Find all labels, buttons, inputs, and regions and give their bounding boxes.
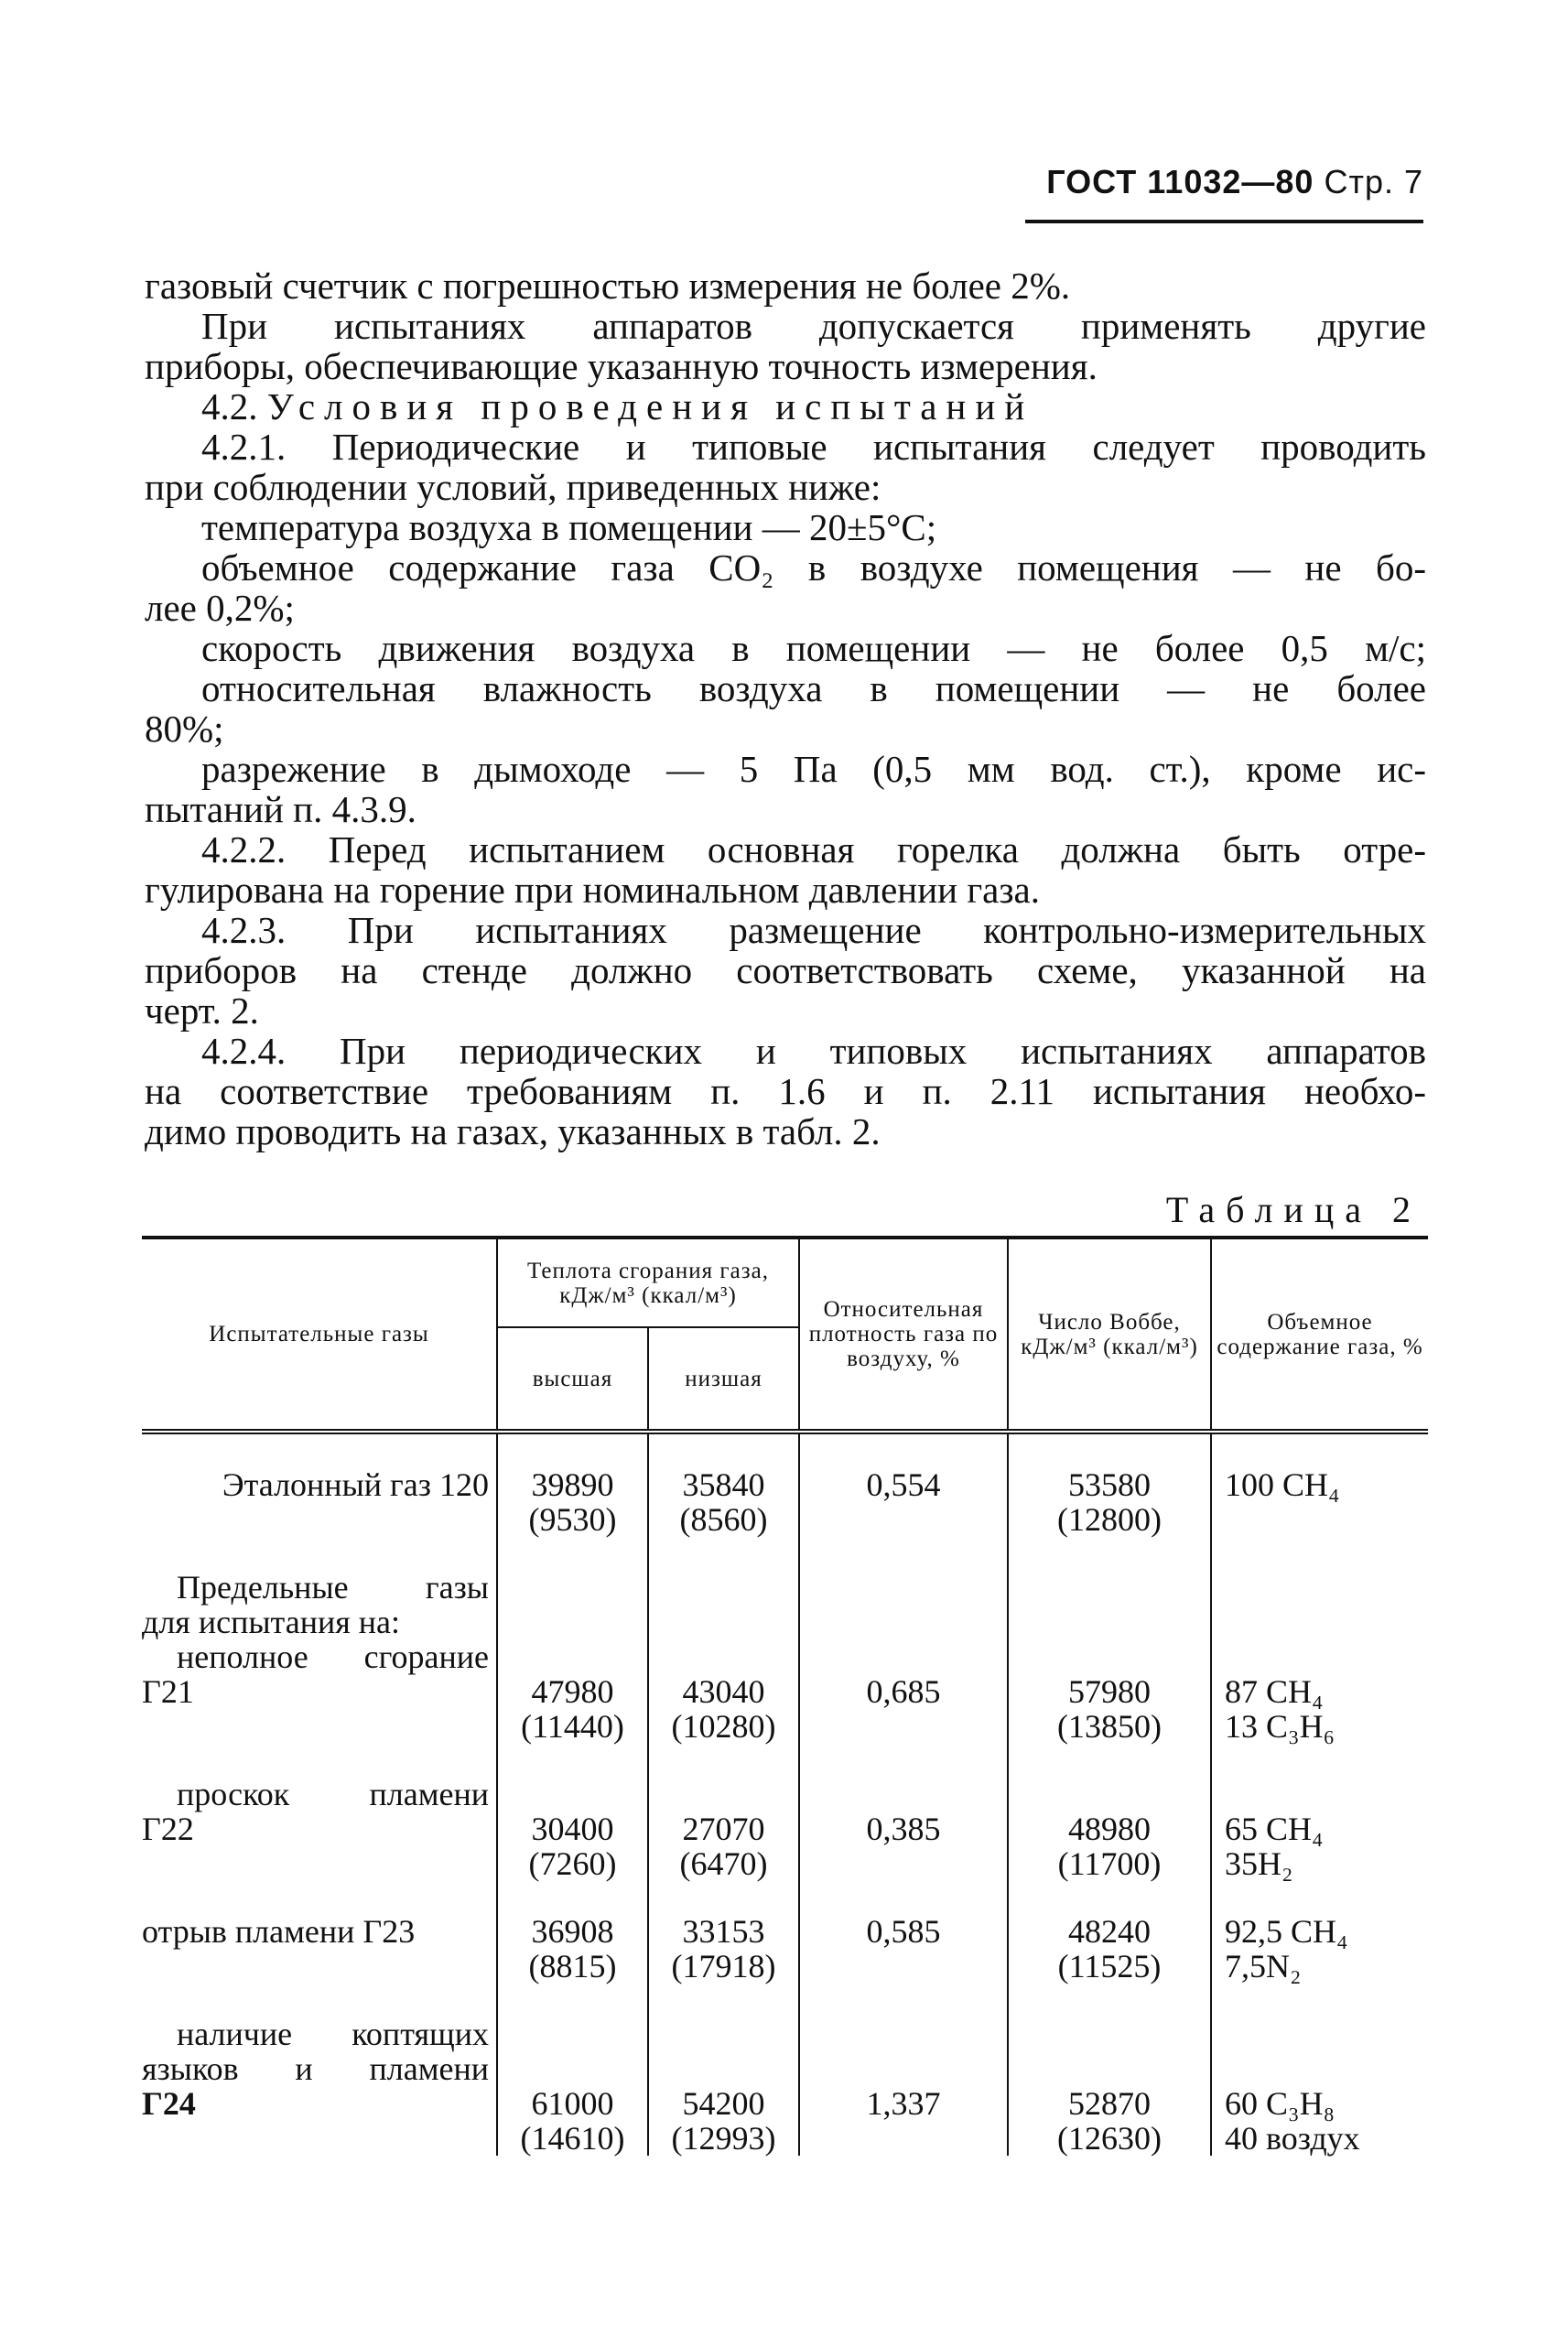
gas-code: Г22 bbox=[142, 1811, 194, 1847]
header-volume: Объемное содержание газа, % bbox=[1211, 1238, 1428, 1432]
paragraph: черт. 2. bbox=[145, 989, 259, 1032]
header-higher: высшая bbox=[497, 1327, 648, 1432]
header-lower: низшая bbox=[648, 1327, 799, 1432]
composition: 40 воздух bbox=[1225, 2120, 1360, 2157]
wobbe-kcal: (13850) bbox=[1057, 1708, 1162, 1745]
standard-number: ГОСТ 11032—80 bbox=[1046, 163, 1314, 200]
table-row bbox=[142, 1881, 1428, 1984]
higher-kj: 36908 bbox=[531, 1913, 614, 1950]
group-intro: Предельные газы bbox=[177, 1569, 489, 1606]
table-caption: Таблица 2 bbox=[1165, 1189, 1422, 1230]
header-gases: Испытательные газы bbox=[142, 1238, 497, 1432]
condition-item: 80%; bbox=[145, 708, 224, 750]
higher-kj: 39890 bbox=[531, 1466, 614, 1503]
paragraph: При испытаниях аппаратов допускается применять другие bbox=[201, 305, 1426, 347]
higher-kcal: (9530) bbox=[528, 1501, 617, 1538]
wobbe-kj: 57980 bbox=[1068, 1673, 1151, 1710]
composition: 92,5 СН₄ bbox=[1225, 1913, 1348, 1950]
higher-kcal: (8815) bbox=[528, 1948, 617, 1984]
paragraph: гулирована на горение при номинальном давлении газа. bbox=[145, 869, 1040, 911]
wobbe-kj: 48240 bbox=[1068, 1913, 1151, 1950]
condition-item: температура воздуха в помещении — 20±5°С; bbox=[201, 506, 937, 548]
lower-kcal: (12993) bbox=[671, 2120, 776, 2157]
condition-item: лее 0,2%; bbox=[145, 587, 295, 629]
header-wobbe: Число Воббе, кДж/м³ (ккал/м³) bbox=[1008, 1238, 1211, 1432]
higher-kcal: (11440) bbox=[521, 1708, 624, 1745]
gas-name: Эталонный газ 120 bbox=[222, 1466, 489, 1503]
wobbe-kcal: (12630) bbox=[1057, 2120, 1162, 2157]
page-header bbox=[1046, 163, 1423, 201]
gas-code: Г21 bbox=[142, 1673, 194, 1710]
wobbe-kcal: (11525) bbox=[1057, 1948, 1162, 1984]
density-value: 0,385 bbox=[799, 1744, 1008, 1881]
higher-kj: 61000 bbox=[531, 2085, 614, 2122]
lower-kj: 33153 bbox=[682, 1913, 765, 1950]
composition: 60 С₃Н₈ bbox=[1225, 2085, 1336, 2122]
gas-table bbox=[142, 1236, 1428, 2156]
density-value: 0,685 bbox=[799, 1639, 1008, 1744]
lower-kcal: (6470) bbox=[679, 1845, 768, 1882]
lower-kj: 27070 bbox=[682, 1811, 765, 1847]
document-body bbox=[145, 265, 1426, 1152]
lower-kcal: (8560) bbox=[679, 1501, 768, 1538]
table-row bbox=[142, 1537, 1428, 1639]
paragraph: 4.2.2. Перед испытанием основная горелка должна быть отре- bbox=[201, 828, 1426, 871]
group-intro: для испытания на: bbox=[142, 1604, 401, 1640]
paragraph: 4.2.4. При периодических и типовых испытаниях аппаратов bbox=[201, 1030, 1426, 1072]
condition-item: разрежение в дымоходе — 5 Па (0,5 мм вод. ст.), кроме ис- bbox=[201, 748, 1426, 790]
lower-kj: 54200 bbox=[682, 2085, 765, 2122]
header-rule bbox=[1025, 220, 1423, 223]
lower-kj: 43040 bbox=[682, 1673, 765, 1710]
wobbe-kj: 53580 bbox=[1068, 1466, 1151, 1503]
composition: 65 СН₄ bbox=[1225, 1811, 1324, 1847]
wobbe-kcal: (11700) bbox=[1057, 1845, 1162, 1882]
section-title: Условия проведения испытаний bbox=[266, 385, 1034, 427]
wobbe-kj: 48980 bbox=[1068, 1811, 1151, 1847]
condition-item: скорость движения воздуха в помещении — не более 0,5 м/с; bbox=[201, 627, 1426, 669]
paragraph: приборов на стенде должно соответствовать схеме, указанной на bbox=[145, 949, 1426, 991]
composition: 87 СН₄ bbox=[1225, 1673, 1324, 1710]
paragraph: 4.2.1. Периодические и типовые испытания следует проводить bbox=[201, 426, 1426, 468]
condition-item: относительная влажность воздуха в помещении — не более bbox=[201, 667, 1426, 709]
gas-code: Г24 bbox=[142, 2085, 196, 2122]
gas-name: наличие коптящих bbox=[177, 2016, 489, 2052]
section-number: 4.2. bbox=[201, 385, 258, 427]
wobbe-kj: 52870 bbox=[1068, 2085, 1151, 2122]
composition: 100 СН₄ bbox=[1225, 1466, 1340, 1503]
composition: 7,5N₂ bbox=[1225, 1948, 1302, 1984]
section-heading bbox=[145, 386, 1426, 427]
density-value: 0,585 bbox=[799, 1881, 1008, 1984]
composition: 13 С₃Н₆ bbox=[1225, 1708, 1336, 1745]
gas-name: проскок пламени bbox=[177, 1776, 489, 1812]
higher-kj: 30400 bbox=[531, 1811, 614, 1847]
paragraph: димо проводить на газах, указанных в табл. 2. bbox=[145, 1110, 881, 1152]
table-row bbox=[142, 1432, 1428, 1537]
table-row bbox=[142, 1744, 1428, 1881]
table-row bbox=[142, 1639, 1428, 1744]
header-density: Относительная плотность газа по воздуху, % bbox=[799, 1238, 1008, 1432]
wobbe-kcal: (12800) bbox=[1057, 1501, 1162, 1538]
density-value: 0,554 bbox=[799, 1432, 1008, 1537]
paragraph: газовый счетчик с погрешностью измерения не более 2%. bbox=[145, 265, 1071, 307]
lower-kj: 35840 bbox=[682, 1466, 765, 1503]
condition-item: пытаний п. 4.3.9. bbox=[145, 788, 416, 830]
page-number: Стр. 7 bbox=[1324, 163, 1423, 200]
gas-name: языков и пламени bbox=[142, 2050, 489, 2087]
paragraph: на соответствие требованиям п. 1.6 и п. 2.11 испытания необхо- bbox=[145, 1070, 1426, 1112]
paragraph: приборы, обеспечивающие указанную точность измерения. bbox=[145, 345, 1098, 387]
condition-item: объемное содержание газа СО₂ в воздухе помещения — не бо- bbox=[201, 546, 1426, 589]
gas-table-wrap bbox=[142, 1236, 1428, 2156]
density-value: 1,337 bbox=[799, 1984, 1008, 2156]
higher-kcal: (7260) bbox=[528, 1845, 617, 1882]
gas-name: неполное сгорание bbox=[177, 1638, 489, 1675]
paragraph: при соблюдении условий, приведенных ниже: bbox=[145, 466, 881, 508]
higher-kj: 47980 bbox=[531, 1673, 614, 1710]
paragraph: 4.2.3. При испытаниях размещение контрольно-измерительных bbox=[201, 909, 1426, 951]
gas-name: отрыв пламени Г23 bbox=[142, 1913, 416, 1950]
higher-kcal: (14610) bbox=[520, 2120, 625, 2157]
header-heat: Теплота сгорания газа, кДж/м³ (ккал/м³) bbox=[497, 1238, 799, 1327]
composition: 35Н₂ bbox=[1225, 1845, 1293, 1882]
lower-kcal: (10280) bbox=[671, 1708, 776, 1745]
lower-kcal: (17918) bbox=[671, 1948, 776, 1984]
table-row bbox=[142, 1984, 1428, 2156]
